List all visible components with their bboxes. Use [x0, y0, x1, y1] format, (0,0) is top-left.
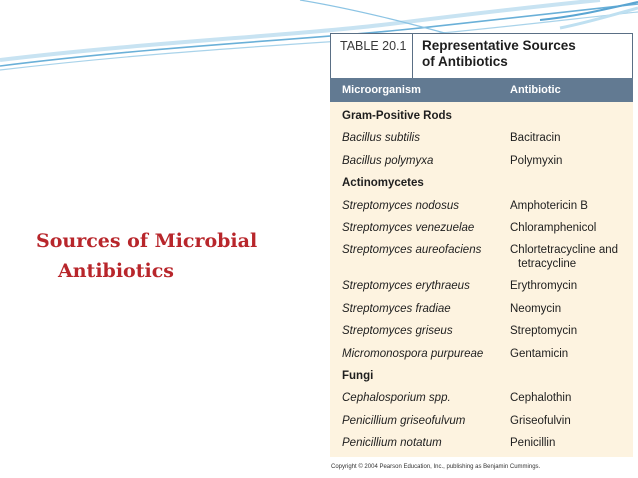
table-row — [330, 218, 633, 240]
column-header-antibiotic: Antibiotic — [510, 84, 561, 96]
table-row — [330, 433, 633, 455]
table-row — [330, 151, 633, 173]
antibiotic-cell — [510, 132, 633, 146]
table-row — [330, 388, 633, 410]
antibiotic-cell — [510, 392, 633, 406]
antibiotic-cell — [510, 280, 633, 294]
table-row — [330, 240, 633, 276]
table-header — [330, 33, 633, 78]
slide-title-line2: Antibiotics — [58, 260, 174, 282]
table-row — [330, 321, 633, 343]
table-row — [330, 196, 633, 218]
microorganism-cell: Penicillium griseofulvum — [342, 414, 466, 427]
antibiotic-text: Streptomycin — [510, 325, 578, 338]
table-row — [330, 276, 633, 298]
group-label: Fungi — [342, 369, 374, 382]
microorganism-cell: Streptomyces aureofaciens — [342, 244, 482, 257]
column-header-microorganism: Microorganism — [342, 84, 421, 96]
table-title-line1: Representative Sources — [422, 38, 576, 53]
table-row — [330, 344, 633, 366]
antibiotic-text: Bacitracin — [510, 132, 561, 145]
copyright-notice: Copyright © 2004 Pearson Education, Inc., publishing as Benjamin Cummings. — [331, 464, 541, 470]
antibiotic-cell — [510, 244, 633, 271]
slide-title — [36, 226, 316, 286]
table-row — [330, 299, 633, 321]
microorganism-cell: Streptomyces griseus — [342, 325, 453, 338]
antibiotic-cell — [510, 303, 633, 317]
table-title-line2: of Antibiotics — [422, 54, 508, 69]
table-number: TABLE 20.1 — [331, 34, 413, 78]
antibiotic-cell — [510, 437, 633, 451]
antibiotic-text: Neomycin — [510, 302, 562, 315]
slide-title-line1: Sources of Microbial — [36, 230, 258, 252]
group-label: Actinomycetes — [342, 177, 424, 190]
group-label: Gram-Positive Rods — [342, 110, 452, 122]
microorganism-cell: Streptomyces nodosus — [342, 199, 459, 212]
antibiotic-text: Cephalothin — [510, 392, 572, 405]
antibiotic-cell — [510, 155, 633, 169]
antibiotic-text: Gentamicin — [510, 347, 569, 360]
table-body — [330, 102, 633, 455]
table-row — [330, 128, 633, 150]
antibiotic-text: Amphotericin B — [510, 199, 588, 212]
microorganism-cell: Cephalosporium spp. — [342, 392, 451, 405]
table-title — [413, 34, 632, 78]
antibiotic-cell — [510, 200, 633, 214]
table-row — [330, 411, 633, 433]
table-group-row — [330, 366, 633, 388]
antibiotic-cell — [510, 222, 633, 236]
antibiotic-text: Penicillin — [510, 437, 556, 450]
microorganism-cell: Streptomyces fradiae — [342, 302, 451, 315]
antibiotic-text: Polymyxin — [510, 154, 563, 167]
microorganism-cell: Streptomyces venezuelae — [342, 221, 475, 234]
antibiotic-text-continued: tetracycline — [518, 257, 577, 270]
microorganism-cell: Micromonospora purpureae — [342, 347, 484, 360]
table-group-row — [330, 173, 633, 195]
microorganism-cell: Penicillium notatum — [342, 437, 442, 450]
antibiotic-cell — [510, 325, 633, 339]
antibiotic-cell — [510, 348, 633, 362]
table-column-headers — [330, 78, 633, 102]
antibiotic-text: Erythromycin — [510, 280, 578, 293]
antibiotic-cell — [510, 415, 633, 429]
antibiotics-table — [330, 33, 633, 457]
microorganism-cell: Bacillus subtilis — [342, 132, 420, 145]
microorganism-cell: Bacillus polymyxa — [342, 154, 434, 167]
table-group-row — [330, 106, 633, 128]
microorganism-cell: Streptomyces erythraeus — [342, 280, 470, 293]
antibiotic-text: Chloramphenicol — [510, 221, 597, 234]
antibiotic-text: Chlortetracycline and — [510, 244, 619, 257]
antibiotic-text: Griseofulvin — [510, 414, 571, 427]
